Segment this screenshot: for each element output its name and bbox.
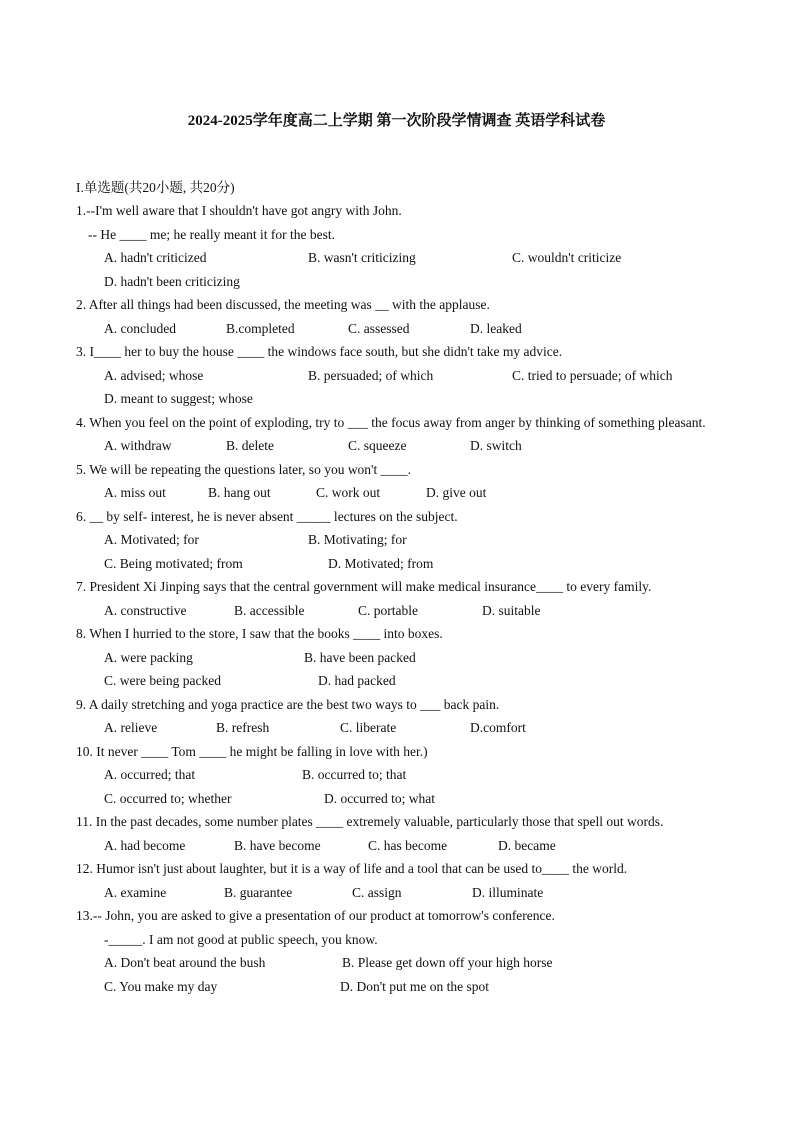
option-a: A. relieve <box>104 720 158 735</box>
option-a: A. concluded <box>104 320 176 336</box>
option-group <box>76 528 716 575</box>
question-5 <box>76 458 716 505</box>
option-d: D. meant to suggest; whose <box>104 391 253 406</box>
question-stem: 10. It never ____ Tom ____ he might be falling in love with her.) <box>76 743 428 759</box>
option-b: B. refresh <box>216 720 270 735</box>
question-stem: 13.-- John, you are asked to give a presentation of our product at tomorrow's conference. <box>76 908 555 923</box>
question-dialogue-line: -_____. I am not good at public speech, you know. <box>104 931 378 947</box>
option-group <box>76 951 716 998</box>
option-group <box>76 599 716 623</box>
question-dialogue-line: -- He ____ me; he really meant it for the best. <box>88 226 336 242</box>
option-d: D. occurred to; what <box>324 790 435 806</box>
option-c: C. liberate <box>340 720 397 735</box>
question-2 <box>76 293 716 340</box>
question-1 <box>76 199 716 293</box>
option-a: A. Motivated; for <box>104 532 199 547</box>
option-a: A. hadn't criticized <box>104 250 207 265</box>
question-stem: 4. When you feel on the point of exploding, try to ___ the focus away from anger by thinking of something pleasant. <box>76 414 706 430</box>
question-stem: 5. We will be repeating the questions later, so you won't ____. <box>76 461 411 477</box>
option-a: A. examine <box>104 884 167 900</box>
question-stem: 2. After all things had been discussed, the meeting was __ with the applause. <box>76 297 490 312</box>
option-c: C. occurred to; whether <box>104 790 232 806</box>
question-10 <box>76 740 716 811</box>
option-group <box>76 317 716 341</box>
option-group <box>76 834 716 858</box>
option-group <box>76 246 716 293</box>
option-group <box>76 763 716 810</box>
option-a: A. occurred; that <box>104 767 196 782</box>
option-b: B.completed <box>226 320 295 336</box>
option-c: C. You make my day <box>104 978 218 994</box>
option-group <box>76 646 716 693</box>
option-c: C. has become <box>368 837 448 853</box>
option-d: D. illuminate <box>472 884 544 900</box>
option-c: C. Being motivated; from <box>104 555 243 571</box>
question-13 <box>76 904 716 998</box>
option-b: B. persuaded; of which <box>308 367 434 383</box>
section-heading: I.单选题(共20小题, 共20分) <box>76 180 235 195</box>
question-6 <box>76 505 716 576</box>
option-d: D. had packed <box>318 673 396 688</box>
option-c: C. assign <box>352 884 402 900</box>
question-stem: 7. President Xi Jinping says that the central government will make medical insurance____ to every family. <box>76 579 652 594</box>
question-stem: 11. In the past decades, some number plates ____ extremely valuable, particularly those that spell out words. <box>76 814 664 829</box>
option-a: A. advised; whose <box>104 367 204 383</box>
question-8 <box>76 622 716 693</box>
option-b: B. accessible <box>234 602 305 618</box>
option-a: A. had become <box>104 837 186 853</box>
question-11 <box>76 810 716 857</box>
option-group <box>76 481 716 505</box>
option-d: D. hadn't been criticizing <box>104 273 240 289</box>
option-a: A. withdraw <box>104 438 172 453</box>
option-b: B. Please get down off your high horse <box>342 955 553 970</box>
option-b: B. have been packed <box>304 649 416 665</box>
option-group <box>76 364 716 411</box>
option-d: D. Don't put me on the spot <box>340 978 490 994</box>
option-c: C. work out <box>316 485 381 500</box>
option-b: B. have become <box>234 837 321 853</box>
option-c: C. tried to persuade; of which <box>512 367 673 383</box>
option-a: A. miss out <box>104 485 166 500</box>
question-3 <box>76 340 716 411</box>
question-stem: 3. I____ her to buy the house ____ the windows face south, but she didn't take my advice. <box>76 344 563 359</box>
option-d: D. give out <box>426 485 487 500</box>
option-a: A. Don't beat around the bush <box>104 955 266 970</box>
option-d: D. suitable <box>482 602 541 618</box>
question-7 <box>76 575 716 622</box>
question-9 <box>76 693 716 740</box>
option-b: B. guarantee <box>224 884 293 900</box>
question-12 <box>76 857 716 904</box>
question-list <box>76 199 716 998</box>
question-4 <box>76 411 716 458</box>
option-d: D.comfort <box>470 720 526 735</box>
option-b: B. delete <box>226 438 274 453</box>
option-b: B. occurred to; that <box>302 767 407 782</box>
option-d: D. switch <box>470 438 522 453</box>
option-b: B. hang out <box>208 485 271 500</box>
option-c: C. assessed <box>348 320 410 336</box>
question-stem: 8. When I hurried to the store, I saw that the books ____ into boxes. <box>76 626 443 641</box>
question-stem: 1.--I'm well aware that I shouldn't have got angry with John. <box>76 203 402 218</box>
option-c: C. squeeze <box>348 438 407 453</box>
option-a: A. constructive <box>104 602 187 618</box>
page-title: 2024-2025学年度高二上学期 第一次阶段学情调查 英语学科试卷 <box>187 113 606 129</box>
option-b: B. wasn't criticizing <box>308 250 416 265</box>
option-c: C. wouldn't criticize <box>512 250 622 265</box>
option-group <box>76 716 716 740</box>
question-stem: 12. Humor isn't just about laughter, but it is a way of life and a tool that can be used to____ the world. <box>76 861 628 876</box>
option-d: D. leaked <box>470 320 522 336</box>
option-group <box>76 881 716 905</box>
option-c: C. were being packed <box>104 673 221 688</box>
option-d: D. became <box>498 837 556 853</box>
option-d: D. Motivated; from <box>328 555 434 571</box>
option-b: B. Motivating; for <box>308 532 407 547</box>
question-stem: 6. __ by self- interest, he is never absent _____ lectures on the subject. <box>76 508 458 524</box>
option-group <box>76 434 716 458</box>
option-c: C. portable <box>358 602 418 618</box>
option-a: A. were packing <box>104 649 193 665</box>
question-stem: 9. A daily stretching and yoga practice are the best two ways to ___ back pain. <box>76 696 500 712</box>
